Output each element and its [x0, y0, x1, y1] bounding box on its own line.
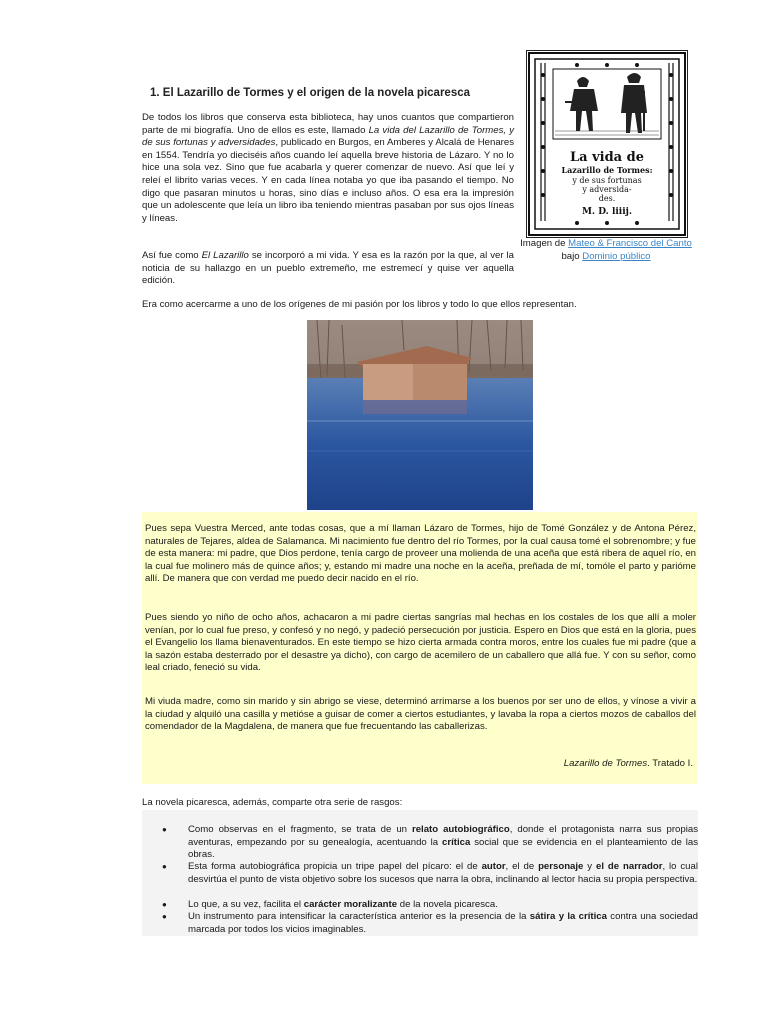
quote-paragraph: Pues sepa Vuestra Merced, ante todas cosas, que a mí llaman Lázaro de Tormes, hijo de Tomé González y de Antona Pérez, naturales de Tejares, aldea de Salamanca. Mi nacimiento fue dentro del río Tormes, por la cual causa tomé el sobrenombre; y fue de esta manera: mi padre, que Dios perdone, tenía cargo de proveer una molienda de una aceña que está ribera de aquel río, en la cual fue molinero más de quince años; y, estando mi madre una noche en la aceña, preñada de mí, tomóle el parto y parióme allí. De manera que con verdad me puedo decir nacido en el río.: [145, 523, 696, 585]
bullet-icon: ●: [162, 912, 167, 921]
svg-text:y de sus fortunas: y de sus fortunas: [572, 176, 642, 185]
features-list: [142, 810, 698, 936]
svg-text:des.: des.: [598, 194, 616, 203]
bullet-icon: ●: [162, 862, 167, 871]
quote-reference: Lazarillo de Tormes. Tratado I.: [563, 758, 693, 769]
list-item: ● Esta forma autobiográfica propicia un tripe papel del pícaro: el de autor, el de personaje y el de narrador, lo cual desvirtúa el punto de vista objetivo sobre los sucesos que narra la obra, inclinando al lector hacia su propia perspectiva.: [162, 861, 698, 885]
svg-text:La vida de: La vida de: [570, 150, 644, 165]
bullet-icon: ●: [162, 900, 167, 909]
quote-paragraph: Mi viuda madre, como sin marido y sin abrigo se viese, determinó arrimarse a los buenos por ser uno de ellos, y vínose a vivir a la ciudad y alquiló una casilla y metióse a guisar de comer a ciertos estudiantes, y lavaba la ropa a ciertos mozos de caballos del comendador de la Magdalena, de manera que fue frecuentando las caballerizas.: [145, 696, 696, 733]
list-item: ● Un instrumento para intensificar la característica anterior es la presencia de la sátira y la crítica contra una sociedad marcada por todos los vicios imaginables.: [162, 911, 699, 935]
list-item: ● Lo que, a su vez, facilita el carácter moralizante de la novela picaresca.: [162, 899, 498, 910]
book-title-italic: La vida del Lazarillo de Tormes, y de sus fortunas y adversidades: [142, 124, 514, 149]
paragraph-intro: De todos los libros que conserva esta biblioteca, hay unos cuantos que compartieron parte de mi biografía. Uno de ellos es este, llamado La vida del Lazarillo de Tormes, y de sus fortunas y adversidades, publicado en Burgos, en Amberes y Alcalá de Henares en 1554. Tendría yo dieciséis años cuando leí aquella breve historia de Lázaro. Y no lo hice una sola vez. Sino que fue acabarla y querer comenzar de nuevo. Así que leí y releí el librito varias veces. Y en cada línea notaba yo que iba pasando el tiempo. No digo que pasaran minutos u horas, sino días e incluso años. O esa era la impresión que un adolescente que leía un libro iba teniendo mientras pasaban por sus ojos líneas y líneas.: [142, 112, 514, 224]
book-cover-image: [526, 50, 688, 238]
book-title-italic: El Lazarillo: [201, 250, 249, 261]
paragraph-lazarillo: Así fue como El Lazarillo se incorporó a mi vida. Y esa es la razón por la que, al ver la noticia de su hallazgo en un pueblo extremeño, me estremecí y quise ver aquella edición.: [142, 250, 514, 287]
bullet-icon: ●: [162, 825, 167, 834]
paragraph-passion: Era como acercarme a uno de los orígenes de mi pasión por los libros y todo lo que ellos representan.: [142, 299, 577, 310]
svg-text:M. D. liiij.: M. D. liiij.: [581, 207, 633, 217]
river-mill-photo: [307, 320, 533, 510]
author-link[interactable]: Mateo & Francisco del Canto: [568, 238, 692, 249]
svg-text:y adversida-: y adversida-: [582, 185, 632, 194]
quote-excerpt-block: [142, 512, 698, 784]
list-intro: La novela picaresca, además, comparte otra serie de rasgos:: [142, 797, 403, 808]
quote-paragraph: Pues siendo yo niño de ocho años, achacaron a mi padre ciertas sangrías mal hechas en los costales de los que allí a moler venían, por lo cual fue preso, y confesó y no negó, y padeció persecución por justicia. Espero en Dios que está en la gloria, pues el Evangelio los llama bienaventurados. En este tiempo se hizo cierta armada contra moros, entre los cuales fue mi padre (que a la sazón estaba desterrado por el desastre ya dicho), con cargo de acemilero de un caballero que allá fue. Y con su señor, como leal criado, feneció su vida.: [145, 612, 696, 674]
woodcut-illustration: [527, 51, 687, 237]
svg-text:Lazarillo de Tormes:: Lazarillo de Tormes:: [561, 165, 653, 175]
license-link[interactable]: Dominio público: [582, 250, 651, 262]
image-caption: Imagen de Mateo & Francisco del Canto bajo Dominio público: [520, 238, 692, 262]
list-item: ● Como observas en el fragmento, se trata de un relato autobiográfico, donde el protagonista narra sus propias aventuras, empezando por su genealogía, acentuando la crítica social que se evidencia en el planteamiento de las obras.: [162, 824, 698, 861]
page-title: 1. El Lazarillo de Tormes y el origen de la novela picaresca: [150, 87, 471, 99]
